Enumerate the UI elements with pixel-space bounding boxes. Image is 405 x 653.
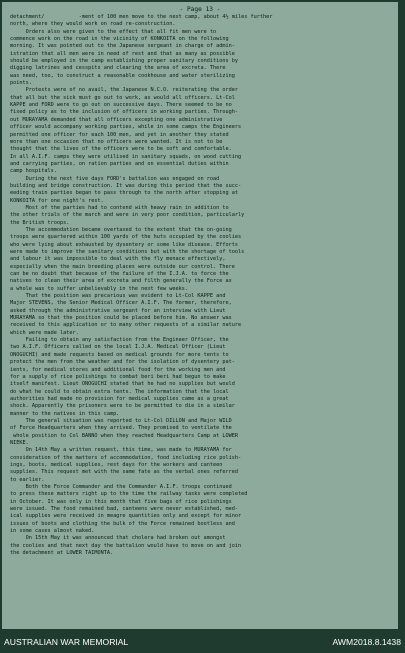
text-line: supplies. This request met with the same fate as the verbal ones referred xyxy=(10,469,238,476)
archive-footer xyxy=(0,633,405,653)
text-line: Failing to obtain any satisfaction from the Engineer Officer, the xyxy=(10,337,229,344)
text-line: natives to clean their area of excreta and filth generally the Force as xyxy=(10,278,232,285)
text-line: officer would accompany working parties, while in some camps the Engineers xyxy=(10,124,242,131)
text-line: points. xyxy=(10,80,32,87)
text-line: KONKOITA for one night's rest. xyxy=(10,197,104,204)
text-line: in some cases almost naked. xyxy=(10,528,95,535)
text-line: were issued. The food remained bad, canteens were never established, med- xyxy=(10,506,238,513)
text-line: asked through the administrative sergeant for an interview with Lieut xyxy=(10,307,226,314)
text-line: north, where they would work on road re-construction. xyxy=(10,21,176,28)
text-line: that all but the sick must go out to work, as would all officers. Lt-Col xyxy=(10,94,235,101)
typed-document-page xyxy=(2,2,398,629)
text-line: fixed policy as to the inclusion of officers in working parties. Through- xyxy=(10,109,238,116)
text-line: morning. It was pointed out to the Japanese sergeant in charge of admin- xyxy=(10,43,235,50)
text-line: That the position was precarious was evident to Lt-Col KAPPE and xyxy=(10,293,226,300)
text-line: to press these matters right up to the time the railway tasks were completed xyxy=(10,491,248,498)
text-line: Protests were of no avail, the Japanese N.C.O. reiterating the order xyxy=(10,87,238,94)
text-line: and labour it was impossible to deal with the fly menace effectively, xyxy=(10,256,226,263)
text-line: eeding train parties began to pass through to the north after stopping at xyxy=(10,190,238,197)
text-line: In all A.I.F. camps they were utilised in sanitary squads, on wood cutting xyxy=(10,153,242,160)
text-line: thought that the lives of the officers were to be soft and comfortable. xyxy=(10,146,232,153)
document-body xyxy=(10,14,390,557)
text-line: out MURAYAMA demanded that all officers excepting one administrative xyxy=(10,116,223,123)
text-line: KAPPE and FORD were to go out on successive days. There seemed to be no xyxy=(10,102,232,109)
text-line: Most of the parties had to contend with heavy rain in addition to xyxy=(10,204,229,211)
text-line: permitted one officer for each 100 men, and yet in another they stated xyxy=(10,131,229,138)
text-line: The general situation was reported to Lt-Col DILLON and Major WILD xyxy=(10,417,232,424)
text-line: istration that all men were in need of rest and that as many as possible xyxy=(10,50,235,57)
text-line: authorities had made no provision for medical supplies came as a great xyxy=(10,395,229,402)
text-line: ONOGUCHI) and made requests based on medical grounds for more tents to xyxy=(10,351,229,358)
text-line: can be no doubt that because of the failure of the I.J.A. to force the xyxy=(10,271,229,278)
text-line: commence work on the road in the vicinity of KONKOITA on the following xyxy=(10,36,229,43)
text-line: more than one occasion that no officers were wanted. It is not to be xyxy=(10,138,223,145)
text-line: of Force Headquarters when they arrived. They promised to ventilate the xyxy=(10,425,232,432)
text-line: especially when the main breeding places were outside our control. There xyxy=(10,263,235,270)
text-line: consideration of the matters of accommodation, food including rice polish- xyxy=(10,454,242,461)
text-line: ings, boots, medical supplies, rest days for the workers and canteen xyxy=(10,461,223,468)
text-line: shock. Apparently the prisoners were to be permitted to die in a similar xyxy=(10,403,235,410)
text-line: Major STEVENS, the Senior Medical Officer A.I.F. The former, therefore, xyxy=(10,300,232,307)
text-line: which were made later. xyxy=(10,329,79,336)
text-line: do what he could to obtain extra tents. The information that the local xyxy=(10,388,229,395)
text-line: was need, too, to construct a reasonable cookhouse and water sterilizing xyxy=(10,72,235,79)
text-line: During the next five days FORD's battalion was engaged on road xyxy=(10,175,220,182)
text-line: in October. It was only in this month that five bags of rice polishings xyxy=(10,498,232,505)
text-line: protect the men from the weather and for the isolation of dysentery pat- xyxy=(10,359,235,366)
text-line: digging latrines and cesspits and clearing the area of excreta. There xyxy=(10,65,226,72)
text-line: and carrying parties, on ration parties and on essential duties within xyxy=(10,160,229,167)
text-line: who were lying about exhausted by dysentery or some like disease. Efforts xyxy=(10,241,238,248)
text-line: to earlier. xyxy=(10,476,45,483)
text-line: detachment/ -ment of 100 men move to the next camp, about 4½ miles further xyxy=(10,14,273,20)
text-line: On 14th May a written request, this time, was made to MURAYAMA for xyxy=(10,447,232,454)
text-line: ients, for medical stores and additional food for the working men and xyxy=(10,366,226,373)
text-line: the British troops. xyxy=(10,219,70,226)
text-line: Both the Force Commander and the Commander A.I.F. troops continued xyxy=(10,484,232,490)
text-line: received to this application or to many other requests of a similar nature xyxy=(10,322,242,329)
text-line: a whole was to suffer unbelievably in the next few weeks. xyxy=(10,285,189,292)
text-line: camp hospitals. xyxy=(10,168,57,175)
text-line: for a supply of rice polishings to combat beri beri had begun to make xyxy=(10,373,226,380)
text-line: the other trials of the march and were in very poor condition, particularly xyxy=(10,212,245,219)
archive-name: AUSTRALIAN WAR MEMORIAL xyxy=(4,637,129,647)
text-line: were made to improve the sanitary conditions but with the shortage of tools xyxy=(10,249,245,255)
text-line: two A.I.F. Officers called on the local I.J.A. Medical Officer (Lieut xyxy=(10,344,226,351)
text-line: issues of boots and clothing the bulk of the Force remained bootless and xyxy=(10,520,235,527)
text-line: should be employed in the camp establishing proper sanitary conditions by xyxy=(10,58,238,65)
text-line: the coolies and that next day the battalion would have to move on and join xyxy=(10,542,242,549)
text-line: On 15th May it was announced that cholera had broken out amongst xyxy=(10,535,226,542)
text-line: troops were quartered within 100 yards of the huts occupied by the coolies xyxy=(10,234,242,241)
text-line: NIEKE. xyxy=(10,439,29,446)
text-line: whole position to Col BANNO when they reached Headquarters Camp at LOWER xyxy=(10,432,238,439)
page-number: - Page 13 - xyxy=(179,6,221,13)
text-line: Orders also were given to the effect that all fit men were to xyxy=(10,28,217,35)
text-line: ical supplies were received in meagre quantities only and except for minor xyxy=(10,513,242,520)
text-line: the detachment at LOWER TAIMONTA. xyxy=(10,550,114,557)
text-line: manner to the natives in this camp. xyxy=(10,410,120,417)
text-line: MURAYAMA so that the position could be placed before him. No answer was xyxy=(10,315,232,322)
text-line: itself manifest. Lieut ONOGUCHI stated that he had no supplies but would xyxy=(10,381,235,388)
archive-reference: AWM2018.8.1438 xyxy=(332,637,401,647)
text-line: The accommodation became overtaxed to the extent that the on-going xyxy=(10,226,232,233)
text-line: building and bridge construction. It was during this period that the succ- xyxy=(10,182,242,189)
